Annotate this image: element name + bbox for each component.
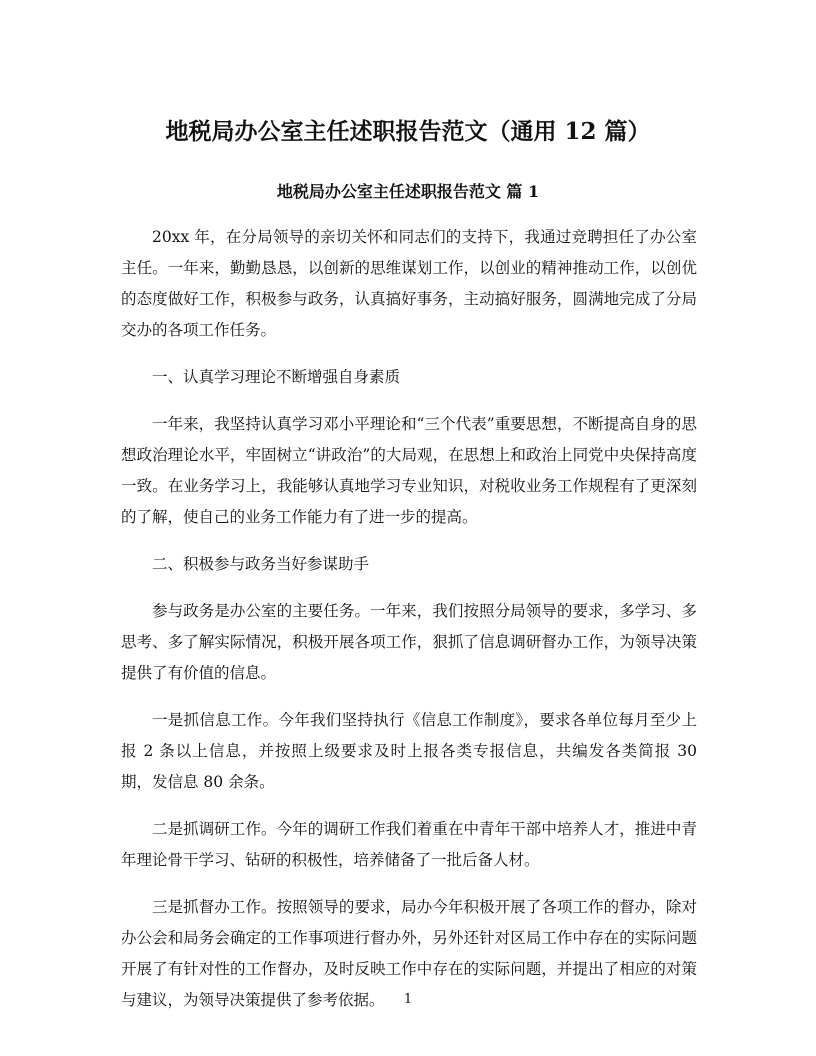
section-title: 地税局办公室主任述职报告范文 篇 1 [276, 182, 540, 201]
page-number: 1 [403, 992, 413, 1007]
paragraph-information: 一是抓信息工作。今年我们坚持执行《信息工作制度》，要求各单位每月至少上报 2 条以上信息，并按照上级要求及时上报各类专报信息，共编发各类简报 30 期，发信息 80 余条。 [121, 711, 697, 791]
section-heading-2: 二、积极参与政务当好参谋助手 [152, 555, 370, 573]
document-title: 地税局办公室主任述职报告范文（通用 12 篇） [165, 118, 651, 145]
paragraph-intro: 20xx 年，在分局领导的亲切关怀和同志们的支持下，我通过竞聘担任了办公室主任。一年来，勤勤恳恳，以创新的思维谋划工作，以创业的精神推动工作，以创优的态度做好工作，积极参与政务，认真搞好事务，主动搞好服务，圆满地完成了分局交办的各项工作任务。 [121, 228, 697, 339]
paragraph-governance: 参与政务是办公室的主要任务。一年来，我们按照分局领导的要求，多学习、多思考、多了解实际情况，积极开展各项工作，狠抓了信息调研督办工作，为领导决策提供了有价值的信息。 [121, 602, 697, 682]
document-body [121, 222, 697, 1032]
section-heading-1: 一、认真学习理论不断增强自身素质 [152, 368, 401, 386]
paragraph-supervision: 三是抓督办工作。按照领导的要求，局办今年积极开展了各项工作的督办，除对办公会和局务会确定的工作事项进行督办外，另外还针对区局工作中存在的实际问题开展了有针对性的工作督办，及时反映工作中存在的实际问题，并提出了相应的对策与建议，为领导决策提供了参考依据。 [121, 898, 697, 1009]
paragraph-research: 二是抓调研工作。今年的调研工作我们着重在中青年干部中培养人才，推进中青年理论骨干学习、钻研的积极性，培养储备了一批后备人材。 [121, 820, 697, 869]
paragraph-study: 一年来，我坚持认真学习邓小平理论和“三个代表”重要思想，不断提高自身的思想政治理论水平，牢固树立“讲政治”的大局观，在思想上和政治上同党中央保持高度一致。在业务学习上，我能够认真地学习专业知识，对税收业务工作规程有了更深刻的了解，使自己的业务工作能力有了进一步的提高。 [121, 415, 697, 526]
